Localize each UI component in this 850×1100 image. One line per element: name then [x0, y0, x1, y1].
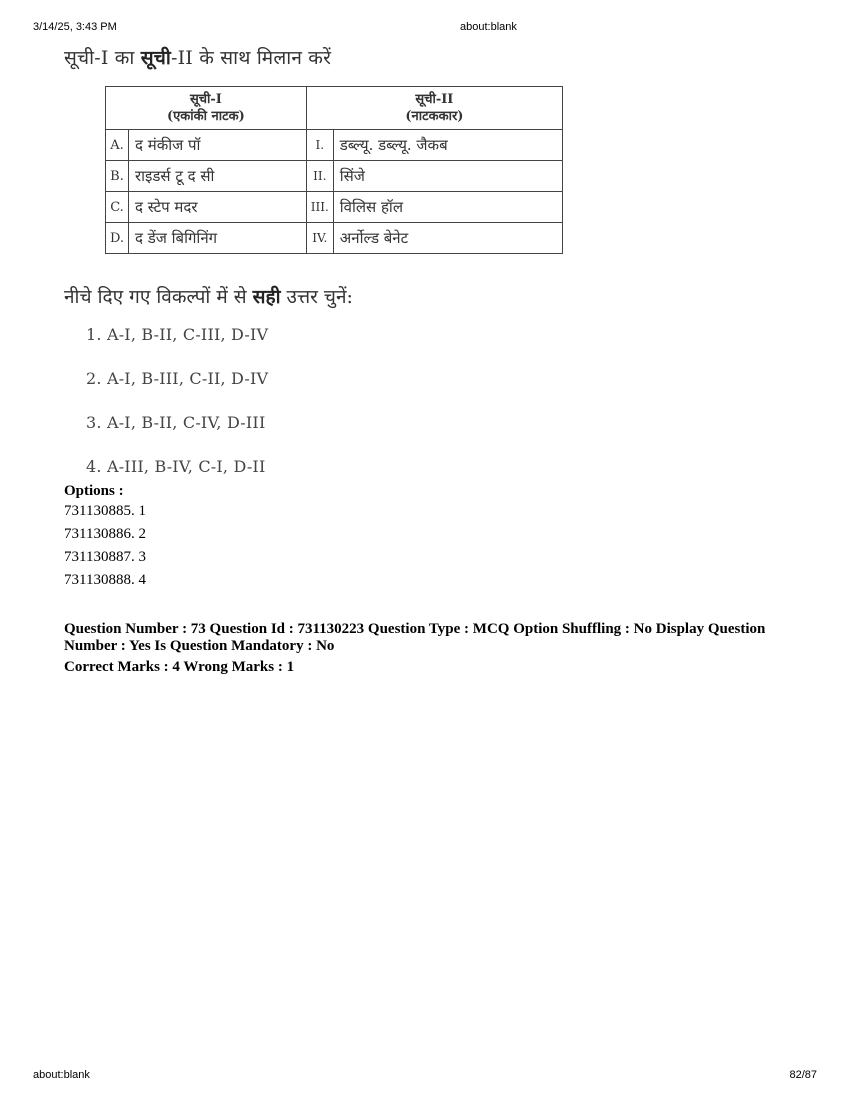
row-play: द मंकीज पॉ: [129, 130, 307, 161]
row-label: II.: [306, 161, 333, 192]
answer-option-3: 3. A-I, B-II, C-IV, D-III: [86, 413, 266, 432]
choose-suffix: उत्तर चुनें:: [280, 286, 353, 308]
choose-prefix: नीचे दिए गए विकल्पों में से: [64, 286, 253, 308]
row-label: C.: [106, 192, 129, 223]
option-id: 731130887. 3: [64, 549, 146, 565]
row-play: द डेंज बिगिनिंग: [129, 223, 307, 254]
question-instruction: [64, 44, 331, 70]
table-row: [106, 192, 563, 223]
table-row: [106, 161, 563, 192]
footer-url: about:blank: [33, 1069, 90, 1081]
option-id: 731130888. 4: [64, 572, 146, 588]
row-playwright: डब्ल्यू. डब्ल्यू. जैकब: [333, 130, 562, 161]
table-row: [106, 223, 563, 254]
list2-header: [306, 87, 562, 130]
row-playwright: अर्नोल्ड बेनेट: [333, 223, 562, 254]
print-datetime: 3/14/25, 3:43 PM: [33, 21, 117, 33]
table-row: [106, 130, 563, 161]
instruction-prefix: सूची-I का: [64, 47, 141, 69]
row-label: III.: [306, 192, 333, 223]
row-play: राइडर्स टू द सी: [129, 161, 307, 192]
list1-subtitle: (एकांकी नाटक): [166, 109, 245, 124]
options-label: Options :: [64, 483, 124, 499]
question-meta: Question Number : 73 Question Id : 731130223 Question Type : MCQ Option Shuffling : No Display Question Number : Yes Is Question Mandatory : No: [64, 621, 766, 654]
answer-option-4: 4. A-III, B-IV, C-I, D-II: [86, 457, 266, 476]
list1-title: सूची-I: [189, 92, 222, 107]
row-label: B.: [106, 161, 129, 192]
list2-title: सूची-II: [415, 92, 454, 107]
row-label: IV.: [306, 223, 333, 254]
row-label: A.: [106, 130, 129, 161]
row-label: D.: [106, 223, 129, 254]
option-id: 731130885. 1: [64, 503, 146, 519]
match-table: [105, 86, 563, 254]
option-id: 731130886. 2: [64, 526, 146, 542]
page-number: 82/87: [789, 1069, 817, 1081]
row-playwright: विलिस हॉल: [333, 192, 562, 223]
row-play: द स्टेप मदर: [129, 192, 307, 223]
choose-instruction: [64, 283, 353, 309]
list1-header: [106, 87, 307, 130]
row-label: I.: [306, 130, 333, 161]
answer-option-1: 1. A-I, B-II, C-III, D-IV: [86, 325, 269, 344]
marks-meta: Correct Marks : 4 Wrong Marks : 1: [64, 659, 295, 675]
match-table-header: [106, 87, 563, 130]
choose-bold: सही: [252, 286, 281, 308]
instruction-bold: सूची: [140, 47, 171, 69]
answer-option-2: 2. A-I, B-III, C-II, D-IV: [86, 369, 269, 388]
instruction-suffix: -II के साथ मिलान करें: [170, 47, 332, 69]
row-playwright: सिंजे: [333, 161, 562, 192]
list2-subtitle: (नाटककार): [405, 109, 464, 124]
print-url: about:blank: [460, 21, 517, 33]
